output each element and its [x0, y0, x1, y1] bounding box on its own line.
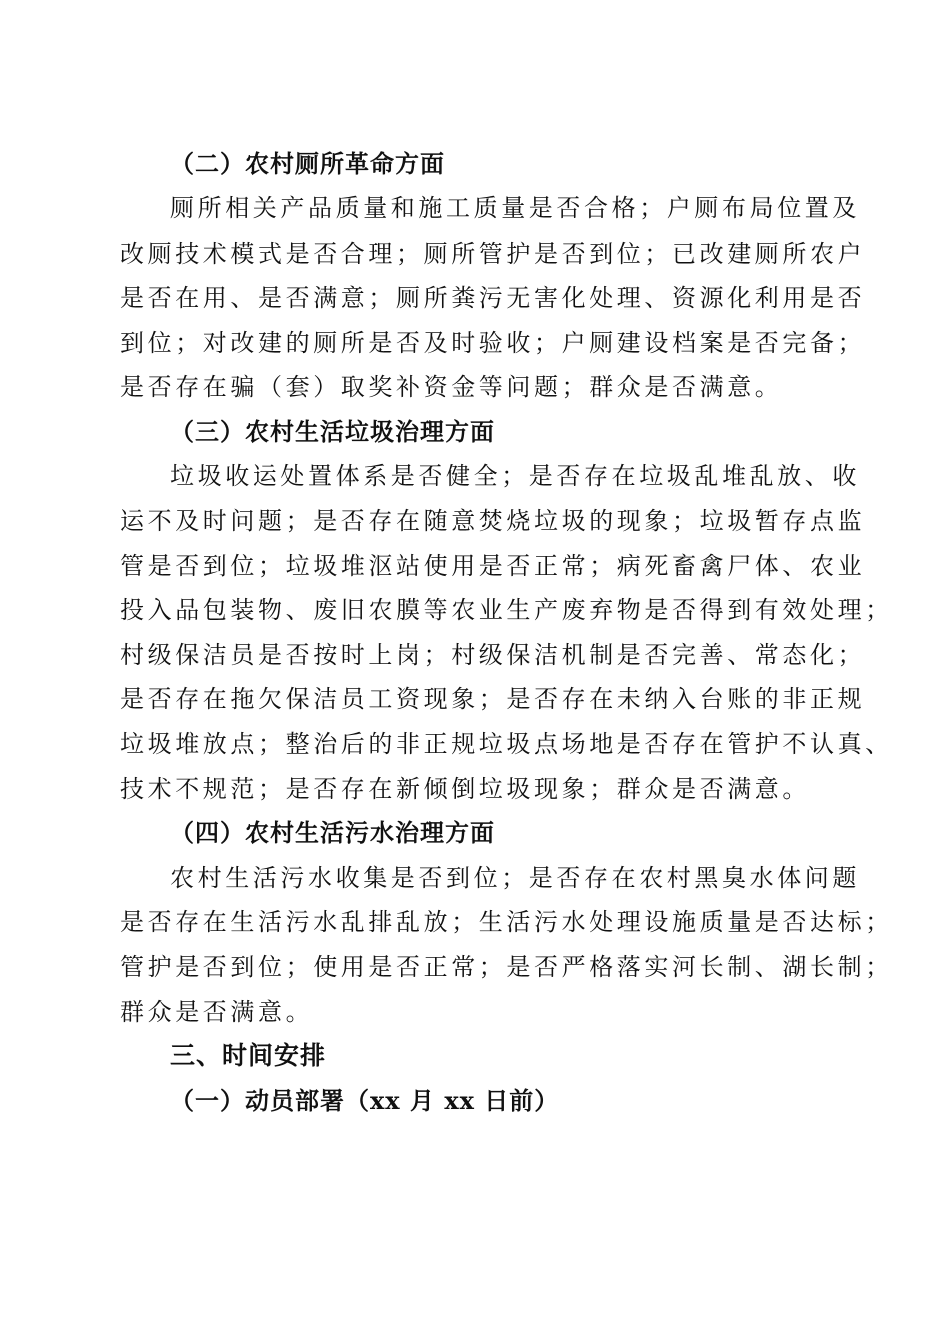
section-title-sewage: （四）农村生活污水治理方面: [170, 818, 495, 847]
paragraph-line: 村级保洁员是否按时上岗；村级保洁机制是否完善、常态化；: [120, 641, 866, 669]
section-title-garbage: （三）农村生活垃圾治理方面: [170, 417, 495, 446]
section-title-toilet: （二）农村厕所革命方面: [170, 149, 445, 178]
subheading-mobilization: （一）动员部署（xx 月 xx 日前）: [170, 1086, 560, 1115]
paragraph-line: 改厕技术模式是否合理；厕所管护是否到位；已改建厕所农户: [120, 240, 866, 268]
paragraph-line: 到位；对改建的厕所是否及时验收；户厕建设档案是否完备；: [120, 329, 866, 357]
paragraph-line: 是否存在拖欠保洁员工资现象；是否存在未纳入台账的非正规: [120, 685, 866, 713]
heading-time-schedule: 三、时间安排: [170, 1041, 327, 1070]
paragraph-line: 运不及时问题；是否存在随意焚烧垃圾的现象；垃圾暂存点监: [120, 507, 866, 535]
paragraph-line: 管护是否到位；使用是否正常；是否严格落实河长制、湖长制；: [120, 953, 893, 981]
paragraph-line: 管是否到位；垃圾堆沤站使用是否正常；病死畜禽尸体、农业: [120, 552, 866, 580]
paragraph-line: 是否在用、是否满意；厕所粪污无害化处理、资源化利用是否: [120, 284, 866, 312]
paragraph-line: 投入品包装物、废旧农膜等农业生产废弃物是否得到有效处理；: [120, 596, 893, 624]
paragraph-line: 垃圾堆放点；整治后的非正规垃圾点场地是否存在管护不认真、: [120, 730, 893, 758]
paragraph-line: 群众是否满意。: [120, 998, 314, 1026]
paragraph-line: 垃圾收运处置体系是否健全；是否存在垃圾乱堆乱放、收: [170, 462, 860, 490]
paragraph-line: 厕所相关产品质量和施工质量是否合格；户厕布局位置及: [170, 194, 860, 222]
paragraph-line: 是否存在骗（套）取奖补资金等问题；群众是否满意。: [120, 373, 783, 401]
paragraph-line: 是否存在生活污水乱排乱放；生活污水处理设施质量是否达标；: [120, 908, 893, 936]
paragraph-line: 农村生活污水收集是否到位；是否存在农村黑臭水体问题: [170, 864, 860, 892]
paragraph-line: 技术不规范；是否存在新倾倒垃圾现象；群众是否满意。: [120, 775, 810, 803]
